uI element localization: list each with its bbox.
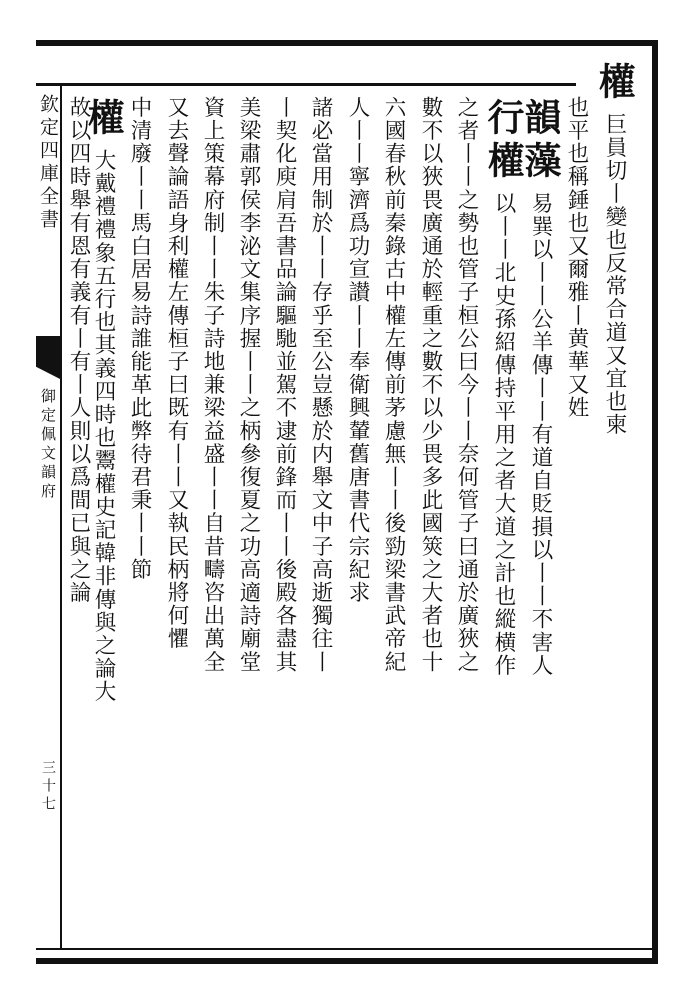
column-text: 大戴禮禮象五行也其義四時也鬻權史記韓非傳與之論大 bbox=[91, 149, 116, 704]
text-column-10 bbox=[268, 96, 301, 944]
margin-book-title: 欽定四庫全書 bbox=[37, 94, 59, 232]
margin-sub-title: 御定佩文韻府 bbox=[39, 388, 57, 502]
text-column-16 bbox=[62, 96, 95, 944]
column-text: 諸必當用制於丨丨存乎至公豈懸於内舉文中子高逝獨往丨 bbox=[308, 96, 333, 674]
text-column-11 bbox=[232, 96, 265, 944]
text-column-9 bbox=[304, 96, 337, 944]
text-column-12 bbox=[196, 96, 229, 944]
frame-inner-top-rule bbox=[36, 83, 576, 86]
column-text: 中清廢丨丨馬白居易詩誰能革此弊待君秉丨丨節 bbox=[127, 96, 152, 582]
column-text: 故以四時舉有恩有義有丨有丨人則以爲間已與之論 bbox=[66, 96, 91, 605]
column-text: 數不以狹畏廣通於輕重之數不以少畏多此國筴之大者也十 bbox=[418, 96, 443, 674]
column-text: 資上策幕府制丨丨朱子詩地兼梁益盛丨丨自昔疇咨出萬全 bbox=[200, 96, 225, 674]
fishtail-mark bbox=[36, 336, 62, 380]
text-column-2 bbox=[560, 96, 593, 944]
column-text: 又去聲論語身利權左傳桓子曰既有丨丨又執民柄將何懼 bbox=[164, 96, 189, 651]
text-column-4 bbox=[481, 96, 525, 944]
column-text: 丨契化庾肩吾書品論驅馳並駕不逮前鋒而丨丨後殿各盡其 bbox=[272, 96, 297, 674]
column-text: 人丨丨寧濟爲功宣讃丨丨奉衛興輦舊唐書代宗紀求 bbox=[345, 96, 370, 605]
text-column-14 bbox=[123, 96, 156, 944]
frame-inner-bottom-rule bbox=[36, 948, 652, 950]
column-text: 六國春秋前秦錄古中權左傳前茅慮無丨丨後勁梁書武帝紀 bbox=[381, 96, 406, 674]
column-text: 巨員切丨變也反常合道又宜也柬 bbox=[602, 113, 627, 437]
frame-bottom-border bbox=[36, 958, 658, 964]
head-character: 行權 bbox=[481, 98, 525, 184]
text-column-7 bbox=[377, 96, 410, 944]
margin-page-number: 三十七 bbox=[40, 760, 56, 814]
text-column-3 bbox=[518, 96, 562, 944]
frame-right-border bbox=[652, 40, 658, 964]
column-text: 以丨丨北史孫紹傳持平用之者大道之計也縱横作 bbox=[491, 192, 516, 678]
text-column-5 bbox=[450, 96, 483, 944]
head-character: 韻藻 bbox=[518, 98, 562, 184]
frame-top-border bbox=[36, 40, 658, 46]
text-column-13 bbox=[160, 96, 193, 944]
column-text: 也平也稱錘也又爾雅丨黄華又姓 bbox=[564, 96, 589, 420]
text-column-8 bbox=[341, 96, 374, 944]
head-character: 權 bbox=[81, 98, 125, 141]
text-column-1 bbox=[592, 60, 636, 908]
text-column-6 bbox=[414, 96, 447, 944]
column-text: 易巽以丨丨公羊傳丨丨有道自貶損以丨丨不害人 bbox=[528, 192, 553, 678]
column-text: 之者丨丨之勢也管子桓公曰今丨丨奈何管子曰通於廣狹之 bbox=[454, 96, 479, 674]
head-character: 權 bbox=[592, 62, 636, 105]
column-text: 美梁肅郭侯李泌文集序握丨丨之柄參復夏之功高適詩廟堂 bbox=[236, 96, 261, 674]
